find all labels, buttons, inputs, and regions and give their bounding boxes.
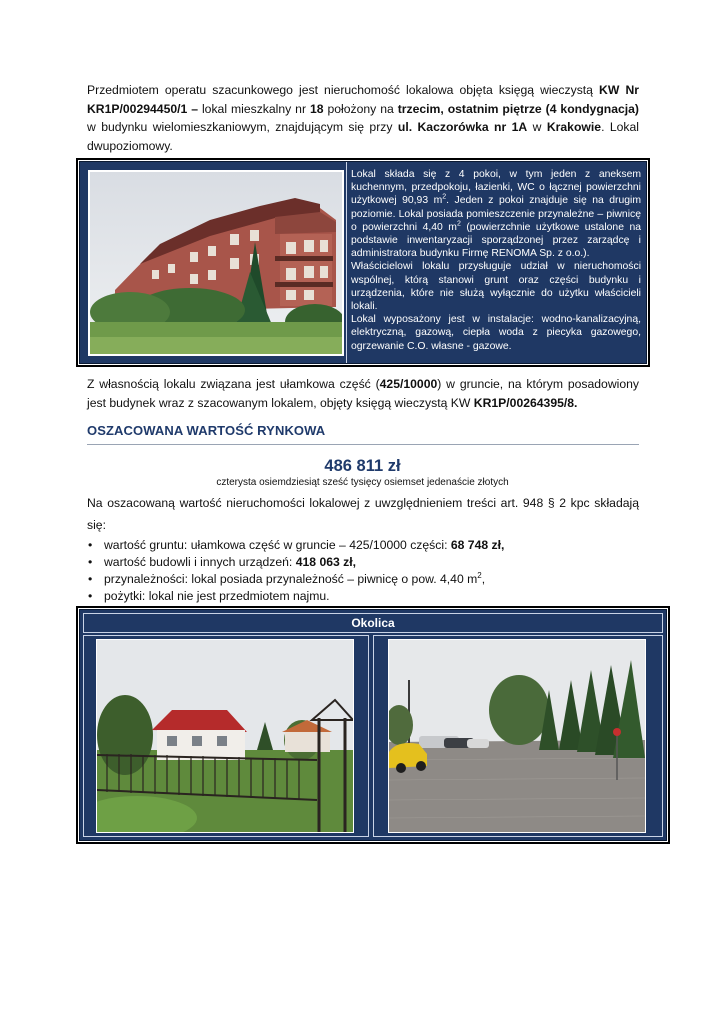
intro-text: Przedmiotem operatu szacunkowego jest nieruchomość lokalowa objęta księgą wieczystą [87,83,600,97]
share-text: Z własnością lokalu związana jest ułamkowa część ( [87,377,380,391]
heading-rule [87,444,639,445]
component-text: pożytki: lokal nie jest przedmiotem najmu. [104,589,330,603]
superscript: 2 [442,193,447,201]
share-fraction: 425/10000 [379,377,438,391]
common-share-description: Właścicielowi lokalu przysługuje udział w nieruchomości wspólnej, którą stanowi grunt oraz części budynku i urządzenia, które nie służą wyłącznie do użytku właścicieli lokali. [351,261,641,313]
desc-part: (powierzchnie użytkowe ustalone na podstawie inwentaryzacji sporządzonej przez zarządcę i administratora budynku Firmę RENOMA Sp. z o.o.). [351,221,642,260]
intro-text: położony na [323,101,398,116]
list-item [87,537,647,554]
market-value-amount: 486 811 zł [324,457,401,475]
parking-lot-photo [388,639,646,833]
superscript: 2 [456,220,461,228]
property-description-text [351,168,641,353]
land-share-paragraph [87,375,639,412]
share-text: ) w gruncie, na którym posadowiony jest budynek wraz z szacowanym lokalem, objęty księgą wieczystą KW [87,377,639,410]
house-and-fence-photo [96,639,354,833]
component-value: 68 748 zł, [450,538,505,552]
photo-cell-left [83,635,369,837]
apartment-building-photo [88,170,344,356]
list-item [87,571,647,588]
component-tail: , [481,572,486,586]
city-name: Krakowie [546,120,602,134]
floor-info: trzecim, ostatnim piętrze (4 kondygnacja) [397,101,639,116]
surroundings-title: Okolica [83,613,663,633]
desc-part: . Jeden z pokoi znajduje się na drugim poziomie. Lokal posiada pomieszczenie przynależne – piwnicę o powierzchni 4,40 m [351,195,641,233]
intro-text: w budynku wielomieszkaniowym, znajdującym się przy [87,120,398,134]
photo-cell-right [373,635,663,837]
list-item [87,588,647,605]
market-value-words: czterysta osiemdziesiąt sześć tysięcy osiemset jedenaście złotych [216,477,509,488]
desc-part: Lokal składa się z 4 pokoi, w tym jeden z aneksem kuchennym, przedpokoju, łazienki, WC o łącznej powierzchni użytkowej 90,93 m [351,169,641,207]
street-address: ul. Kaczorówka nr 1A [397,120,528,134]
unit-number: 18 [309,101,324,116]
component-value: 418 063 zł, [295,555,357,569]
components-intro: Na oszacowaną wartość nieruchomości lokalowej z uwzględnieniem treści art. 948 § 2 kpc składają się: [87,496,639,532]
property-description-box [79,161,647,364]
intro-text: lokal mieszkalny nr [198,101,310,116]
value-components-list [87,537,647,605]
component-text: przynależności: lokal posiada przynależność – piwnicę o pow. 4,40 m [104,572,478,586]
installations-description: Lokal wyposażony jest w instalacje: wodno-kanalizacyjną, elektryczną, gazową, ciepła woda z piecyka gazowego, ogrzewanie C.O. własne - gazowe. [351,314,641,352]
component-text: wartość budowli i innych urządzeń: [104,555,296,569]
component-text: wartość gruntu: ułamkowa część w gruncie – 425/10000 części: [104,538,451,552]
box-divider [346,162,347,363]
surroundings-box [79,609,667,841]
intro-text: . Lokal dwupoziomowy. [87,120,639,153]
intro-text: w [527,120,547,134]
kw-number: KW Nr KR1P/00294450/1 – [87,83,639,116]
list-item [87,554,647,571]
superscript: 2 [477,570,482,580]
section-heading: OSZACOWANA WARTOŚĆ RYNKOWA [87,423,326,438]
kw-land-number: KR1P/00264395/8. [473,395,578,410]
intro-paragraph [87,81,639,155]
rooms-description [351,168,641,260]
